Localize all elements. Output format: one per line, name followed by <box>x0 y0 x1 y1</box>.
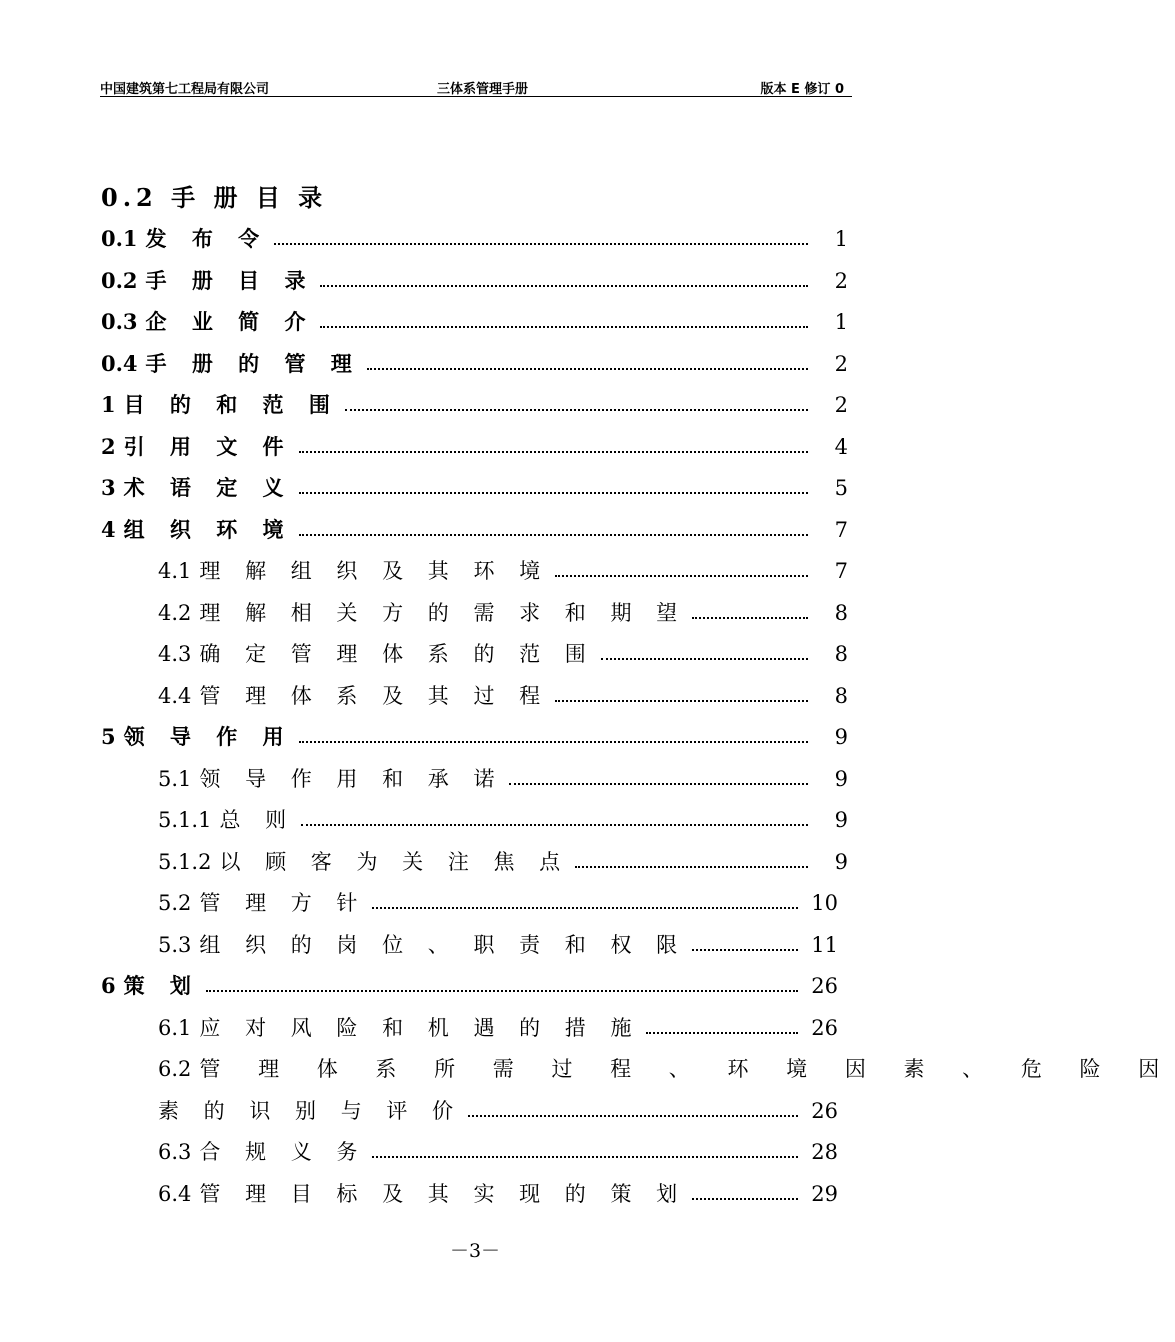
toc-entry[interactable] <box>101 972 838 1000</box>
toc-entry-number: 3 <box>101 475 116 500</box>
dot-leader <box>320 283 808 287</box>
toc-entry[interactable] <box>158 599 848 627</box>
toc-entry-label <box>158 1138 366 1166</box>
dot-leader <box>509 781 808 785</box>
dot-leader <box>692 1196 798 1200</box>
toc-entry-number: 6.4 <box>158 1181 192 1206</box>
toc-entry-title: 企 业 简 介 <box>145 309 315 334</box>
toc-entry-number: 4.1 <box>158 559 192 583</box>
toc-entry[interactable] <box>158 931 838 959</box>
toc-page-number: 26 <box>811 1015 838 1040</box>
dot-leader <box>299 490 808 494</box>
toc-page-number: 9 <box>834 849 848 874</box>
toc-entry-title: 总 则 <box>219 808 296 832</box>
toc-entry[interactable] <box>101 516 848 544</box>
toc-entry-title: 组 织 环 境 <box>123 516 293 542</box>
toc-entry-number: 5.2 <box>158 891 192 915</box>
dot-leader <box>555 698 808 702</box>
toc-entry-label <box>101 723 293 751</box>
toc-entry-label <box>101 267 314 295</box>
toc-entry-label <box>101 433 293 461</box>
toc-entry-title: 手 册 目 录 <box>145 267 315 293</box>
toc-entry-line[interactable] <box>158 1055 1175 1083</box>
toc-entry[interactable] <box>158 682 848 710</box>
toc-entry-number: 6.2 <box>158 1057 192 1081</box>
header-manual-title: 三体系管理手册 <box>437 82 529 97</box>
toc-entry-number: 5.1 <box>158 766 192 791</box>
toc-entry-title: 合 规 义 务 <box>199 1140 367 1164</box>
toc-entry-title: 管 理 目 标 及 其 实 现 的 策 划 <box>199 1181 687 1206</box>
toc-entry-number: 6 <box>101 973 116 998</box>
toc-page-number: 5 <box>834 476 848 500</box>
toc-entry-title: 引 用 文 件 <box>123 433 293 459</box>
dot-leader <box>692 947 798 951</box>
toc-entry-title: 以 顾 客 为 关 注 焦 点 <box>219 849 570 874</box>
toc-entry-number: 0.4 <box>101 350 138 376</box>
toc-entry[interactable] <box>158 1014 838 1042</box>
dot-leader <box>299 532 808 536</box>
dot-leader <box>301 822 808 826</box>
toc-page-number: 1 <box>834 310 848 334</box>
toc-page-number: 2 <box>834 393 848 417</box>
toc-entry-label <box>158 1180 686 1208</box>
dot-leader <box>299 739 808 743</box>
toc-entry-number: 6.3 <box>158 1140 192 1164</box>
toc-page-number: 9 <box>834 725 848 749</box>
toc-entry-number: 1 <box>101 392 116 417</box>
dot-leader <box>372 1154 798 1158</box>
toc-entry[interactable] <box>101 225 848 253</box>
toc-entry-label <box>158 1014 640 1042</box>
toc-entry-title: 手 册 的 管 理 <box>145 350 361 376</box>
dot-leader <box>274 241 808 245</box>
toc-entry-title: 理 解 相 关 方 的 需 求 和 期 望 <box>199 600 687 625</box>
toc-entry-number: 6.1 <box>158 1015 192 1040</box>
toc-page-number: 2 <box>834 351 848 376</box>
toc-entry-label <box>158 931 686 959</box>
dot-leader <box>320 324 808 328</box>
toc-entry-title: 策 划 <box>123 973 200 998</box>
toc-page-number: 2 <box>834 268 848 293</box>
toc-entry-title: 管 理 体 系 及 其 过 程 <box>199 683 550 708</box>
toc-entry[interactable] <box>101 267 848 295</box>
toc-entry-title: 理 解 组 织 及 其 环 境 <box>199 559 550 583</box>
toc-entry-title: 应 对 风 险 和 机 遇 的 措 施 <box>199 1015 641 1040</box>
toc-entry-label <box>101 308 314 336</box>
toc-entry[interactable] <box>101 723 848 751</box>
toc-entry-label <box>158 848 569 876</box>
toc-entry-title: 领 导 作 用 和 承 诺 <box>199 766 504 791</box>
toc-entry[interactable] <box>158 889 838 917</box>
toc-entry[interactable] <box>101 308 848 336</box>
toc-page-number: 28 <box>811 1140 838 1164</box>
toc-entry-label <box>101 391 339 419</box>
toc-entry[interactable] <box>158 765 848 793</box>
toc-entry[interactable] <box>158 806 848 834</box>
toc-entry-title: 目 的 和 范 围 <box>123 392 339 417</box>
toc-entry-title-continued: 素 的 识 别 与 评 价 <box>158 1098 463 1123</box>
dot-leader <box>575 864 808 868</box>
toc-page-number: 7 <box>834 517 848 542</box>
toc-entry[interactable] <box>101 391 848 419</box>
toc-entry-number: 4.2 <box>158 600 192 625</box>
toc-entry-label <box>101 225 268 253</box>
dot-leader <box>468 1113 798 1117</box>
toc-entry[interactable] <box>101 433 848 461</box>
toc-entry-number: 5.3 <box>158 932 192 957</box>
toc-entry-label <box>158 889 366 917</box>
toc-page-number: 29 <box>811 1181 838 1206</box>
toc-entry-label <box>158 599 686 627</box>
toc-entry-title: 领 导 作 用 <box>123 724 293 749</box>
dot-leader <box>646 1030 798 1034</box>
toc-entry-title: 确 定 管 理 体 系 的 范 围 <box>199 642 595 666</box>
toc-entry-number: 5.1.1 <box>158 808 212 832</box>
toc-entry-label <box>101 350 361 378</box>
toc-entry-label <box>158 557 549 585</box>
page-number: －3－ <box>449 1240 501 1262</box>
toc-entry[interactable] <box>101 350 848 378</box>
toc-page-number: 1 <box>834 227 848 251</box>
dot-leader <box>206 988 798 992</box>
toc-entry[interactable] <box>101 474 848 502</box>
toc-page-number: 26 <box>811 974 838 998</box>
toc-page-number: 8 <box>834 683 848 708</box>
toc-entry-title: 管 理 方 针 <box>199 891 367 915</box>
toc-entry-title: 发 布 令 <box>145 226 269 251</box>
toc-entry[interactable] <box>158 640 848 668</box>
toc-entry-number: 5 <box>101 724 116 749</box>
toc-entry-title: 术 语 定 义 <box>123 475 293 500</box>
dot-leader <box>692 615 808 619</box>
dot-leader <box>372 905 798 909</box>
toc-entry-number: 2 <box>101 433 116 459</box>
toc-page-number: 26 <box>811 1098 838 1123</box>
dot-leader <box>555 573 808 577</box>
toc-entry[interactable] <box>158 848 848 876</box>
dot-leader <box>367 366 808 370</box>
toc-page-number: 10 <box>811 891 838 915</box>
toc-entry[interactable] <box>158 1097 838 1125</box>
toc-entry[interactable] <box>158 1138 838 1166</box>
toc-entry-number: 0.2 <box>101 267 138 293</box>
toc-page-number: 4 <box>834 434 848 459</box>
toc-entry-title: 管 理 体 系 所 需 过 程 、 环 境 因 素 、 危 险 因 <box>199 1057 1175 1081</box>
toc-entry-number: 4 <box>101 516 116 542</box>
toc-page-number: 8 <box>834 600 848 625</box>
section-title: 0.2 手 册 目 录 <box>101 183 328 212</box>
toc-entry-title: 组 织 的 岗 位 、 职 责 和 权 限 <box>199 932 687 957</box>
toc-entry-label <box>158 806 295 834</box>
toc-page-number: 9 <box>834 766 848 791</box>
toc-entry-label <box>101 516 293 544</box>
toc-entry-number: 5.1.2 <box>158 849 212 874</box>
toc-entry-number: 0.1 <box>101 226 138 251</box>
toc-entry-label <box>158 765 503 793</box>
header-company: 中国建筑第七工程局有限公司 <box>100 82 270 97</box>
toc-page-number: 9 <box>834 808 848 832</box>
toc-page-number: 8 <box>834 642 848 666</box>
toc-page-number: 11 <box>811 932 838 957</box>
toc-entry-number: 0.3 <box>101 309 138 334</box>
dot-leader <box>601 656 808 660</box>
toc-page-number: 7 <box>834 559 848 583</box>
toc-entry-label <box>158 640 595 668</box>
dot-leader <box>299 449 808 453</box>
dot-leader <box>345 407 808 411</box>
toc-entry-label <box>158 682 549 710</box>
toc-entry-number: 4.3 <box>158 642 192 666</box>
toc-entry-label <box>101 972 200 1000</box>
header-version: 版本 E 修订 0 <box>760 82 844 97</box>
toc-entry[interactable] <box>158 557 848 585</box>
toc-entry-number: 4.4 <box>158 683 192 708</box>
toc-entry-label <box>101 474 293 502</box>
toc-entry[interactable] <box>158 1180 838 1208</box>
